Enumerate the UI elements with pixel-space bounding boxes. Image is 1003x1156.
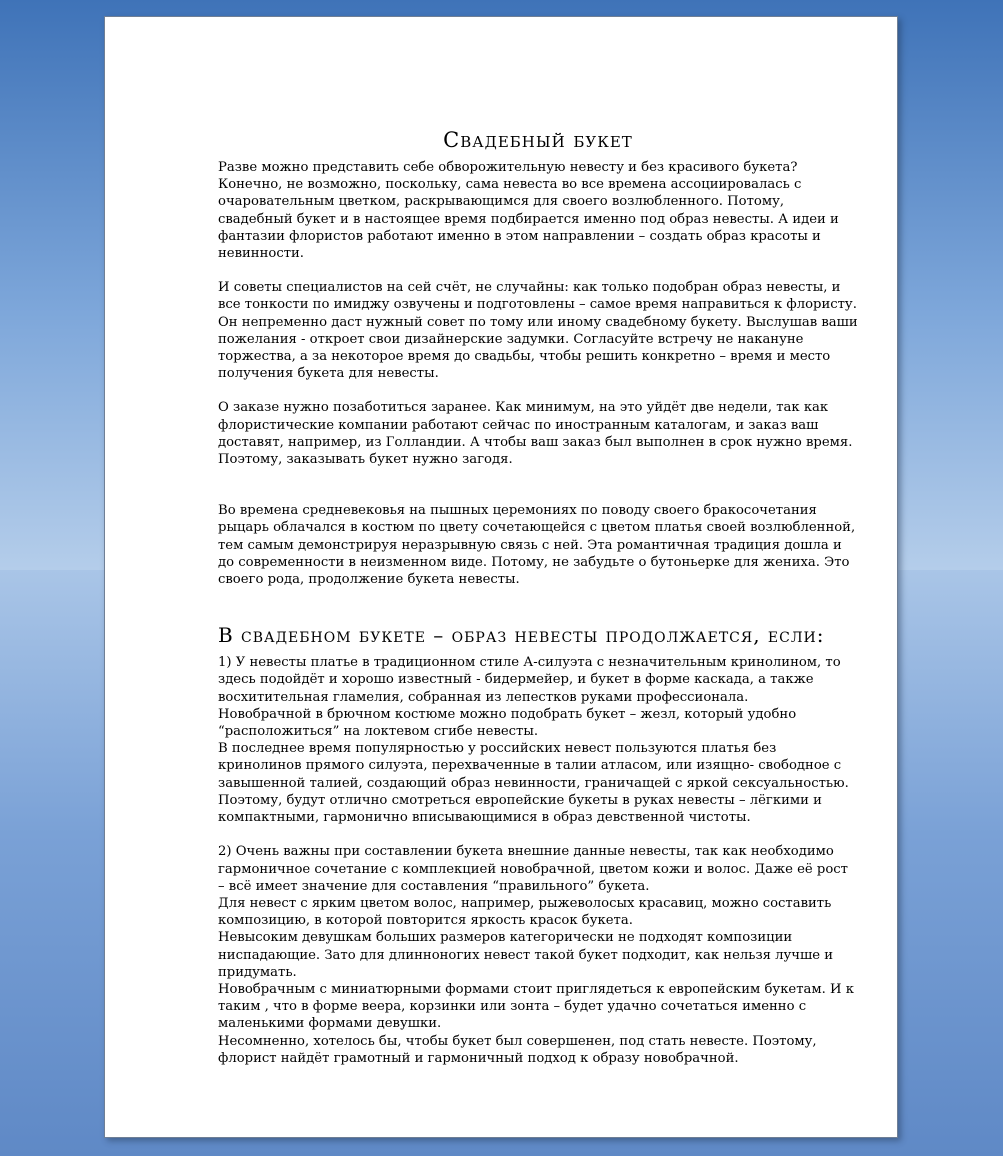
paragraph-spacer [218, 826, 858, 843]
paragraph-spacer [218, 588, 858, 622]
section-heading: В свадебном букете – образ невесты продолжается, если: [218, 623, 825, 648]
paragraph: О заказе нужно позаботиться заранее. Как минимум, на это уйдёт две недели, так как флористические компании работают сейчас по иностранным каталогам, и заказ ваш доставят, например, из Голландии. А чтобы ваш заказ был выполнен в срок нужно время. Поэтому, заказывать букет нужно загодя. [218, 400, 853, 468]
paragraph-spacer [218, 382, 858, 399]
paragraph: И советы специалистов на сей счёт, не случайны: как только подобран образ невесты, и все тонкости по имиджу озвучены и подготовлены – самое время направиться к флористу. Он непременно даст нужный совет по тому или иному свадебному букету. Выслушав ваши пожелания - откроет свои дизайнерские задумки. Согласуйте встречу не накануне торжества, а за некоторое время до свадьбы, чтобы решить конкретно – время и место получения букета для невесты. [218, 280, 858, 382]
paragraph: Несомненно, хотелось бы, чтобы букет был совершенен, под стать невесте. Поэтому, флорист найдёт грамотный и гармоничный подход к образу новобрачной. [218, 1033, 817, 1066]
paragraph: Разве можно представить себе обворожительную невесту и без красивого букета? Конечно, не возможно, поскольку, сама невеста во все времена ассоциировалась с очаровательным цветком, раскрывающимся для своего возлюбленного. Потому, свадебный букет и в настоящее время подбирается именно под образ невесты. А идеи и фантазии флористов работают именно в этом направлении – создать образ красоты и невинности. [218, 160, 839, 262]
paragraph: 1) У невесты платье в традиционном стиле А-силуэта с незначительным кринолином, то здесь подойдёт и хорошо известный - бидермейер, и букет в форме каскада, а также восхитительная гламелия, собранная из лепестков руками профессионала. [218, 655, 841, 705]
paragraph: Для невест с ярким цветом волос, например, рыжеволосых красавиц, можно составить композицию, в которой повторится яркость красок букета. [218, 895, 832, 929]
document-title: Свадебный букет [443, 128, 633, 152]
paragraph: 2) Очень важны при составлении букета внешние данные невесты, так как необходимо гармоничное сочетание с комплекцией новобрачной, цветом кожи и волос. Даже её рост – всё имеет значение для составления “правильного” букета. [218, 844, 848, 894]
document-page[interactable] [104, 16, 898, 1138]
paragraph-spacer [218, 468, 858, 502]
paragraph: Новобрачной в брючном костюме можно подобрать букет – жезл, который удобно “расположиться” на локтевом сгибе невесты. [218, 706, 797, 740]
paragraph: Невысоким девушкам больших размеров категорически не подходят композиции ниспадающие. Зато для длинноногих невест такой букет подходит, как нельзя лучше и придумать. [218, 930, 834, 980]
document-body[interactable] [218, 127, 858, 1067]
paragraph: В последнее время популярностью у российских невест пользуются платья без кринолинов прямого силуэта, перехваченные в талии атласом, или изящно- свободное с завышенной талией, создающий образ невинности, граничащей с яркой сексуальностью. Поэтому, будут отлично смотреться европейские букеты в руках невесты – лёгкими и компактными, гармонично вписывающимися в образ девственной чистоты. [218, 741, 849, 826]
paragraph-spacer [218, 262, 858, 279]
paragraph: Новобрачным с миниатюрными формами стоит приглядеться к европейским букетам. И к таким , что в форме веера, корзинки или зонта – будет удачно сочетаться именно с маленькими формами девушки. [218, 981, 854, 1032]
paragraph: Во времена средневековья на пышных церемониях по поводу своего бракосочетания рыцарь облачался в костюм по цвету сочетающейся с цветом платья своей возлюбленной, тем самым демонстрируя неразрывную связь с ней. Эта романтичная традиция дошла и до современности в неизменном виде. Потому, не забудьте о бутоньерке для жениха. Это своего рода, продолжение букета невесты. [218, 503, 856, 588]
